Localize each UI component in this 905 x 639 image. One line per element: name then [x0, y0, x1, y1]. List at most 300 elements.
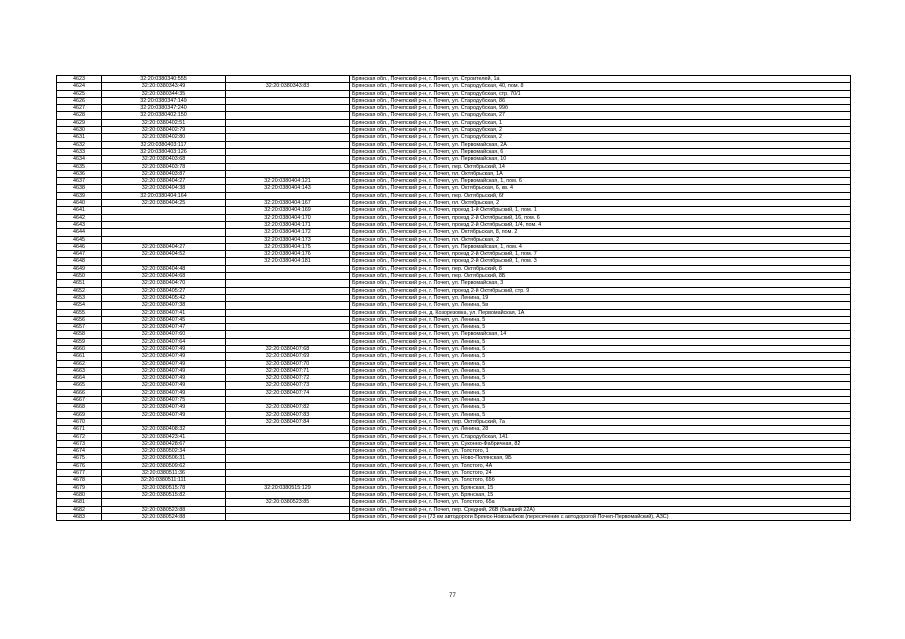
- land-cadastral-number-cell: 32:20:0380404:27: [102, 178, 226, 185]
- address-cell: Брянская обл., Почепский р-н, г. Почеп, ул. Октябрьская, 8, пом. 2: [350, 229, 851, 236]
- row-number-cell: 4635: [57, 163, 102, 170]
- address-cell: Брянская обл., Почепский р-н, г. Почеп, ул. Ленина, 5: [350, 353, 851, 360]
- row-number-cell: 4656: [57, 316, 102, 323]
- address-cell: Брянская обл., Почепский р-н, г. Почеп, ул. Ленина, 5: [350, 345, 851, 352]
- address-cell: Брянская обл., Почепский р-н, г. Почеп, ул. Первомайская, 1, пом. 4: [350, 243, 851, 250]
- land-cadastral-number-cell: [102, 214, 226, 221]
- building-cadastral-number-cell: 32:20:0380404:170: [226, 214, 350, 221]
- building-cadastral-number-cell: [226, 426, 350, 433]
- land-cadastral-number-cell: 32:20:0380407:49: [102, 353, 226, 360]
- row-number-cell: 4652: [57, 287, 102, 294]
- building-cadastral-number-cell: 32:20:0380407:72: [226, 375, 350, 382]
- land-cadastral-number-cell: 32:20:0380407:47: [102, 324, 226, 331]
- table-row: [57, 105, 851, 112]
- land-cadastral-number-cell: 32:20:0380506:31: [102, 455, 226, 462]
- row-number-cell: 4633: [57, 148, 102, 155]
- address-cell: Брянская обл., Почепский р-н, г. Почеп, ул. Ленина, 5: [350, 411, 851, 418]
- building-cadastral-number-cell: 32:20:0380404:121: [226, 178, 350, 185]
- table-row: [57, 76, 851, 83]
- building-cadastral-number-cell: [226, 462, 350, 469]
- land-cadastral-number-cell: 32:20:0380403:78: [102, 163, 226, 170]
- table-row: [57, 229, 851, 236]
- table-row: [57, 163, 851, 170]
- row-number-cell: 4649: [57, 265, 102, 272]
- table-row: [57, 185, 851, 192]
- table-row: [57, 448, 851, 455]
- building-cadastral-number-cell: [226, 141, 350, 148]
- address-cell: Брянская обл., Почепский р-н, г. Почеп, проезд 2-й Октябрьский, 1, пом. 3: [350, 258, 851, 265]
- table-row: [57, 178, 851, 185]
- table-row: [57, 477, 851, 484]
- building-cadastral-number-cell: [226, 287, 350, 294]
- land-cadastral-number-cell: 32:20:0380347:149: [102, 97, 226, 104]
- table-row: [57, 280, 851, 287]
- address-cell: Брянская обл., Почепский р-н, г. Почеп, ул. Стародубская, 1: [350, 119, 851, 126]
- address-cell: Брянская обл., Почепский р-н, г. Почеп, ул. Толстого, 4А: [350, 462, 851, 469]
- table-row: [57, 382, 851, 389]
- table-row: [57, 397, 851, 404]
- row-number-cell: 4632: [57, 141, 102, 148]
- address-cell: Брянская обл., Почепский р-н, г. Почеп, ул. Стародубская, 2: [350, 134, 851, 141]
- building-cadastral-number-cell: [226, 491, 350, 498]
- address-cell: Брянская обл., Почепский р-н, г. Почеп, ул. Ленина, 5: [350, 389, 851, 396]
- building-cadastral-number-cell: 32:20:0380404:173: [226, 236, 350, 243]
- building-cadastral-number-cell: 32:20:0380404:171: [226, 221, 350, 228]
- address-cell: Брянская обл., Почепский р-н, г. Почеп, ул. Ленина, 5: [350, 338, 851, 345]
- row-number-cell: 4657: [57, 324, 102, 331]
- building-cadastral-number-cell: [226, 455, 350, 462]
- row-number-cell: 4662: [57, 360, 102, 367]
- row-number-cell: 4677: [57, 470, 102, 477]
- row-number-cell: 4667: [57, 397, 102, 404]
- land-cadastral-number-cell: 32:20:0380408:32: [102, 426, 226, 433]
- building-cadastral-number-cell: [226, 397, 350, 404]
- registry-table: [56, 75, 851, 521]
- row-number-cell: 4645: [57, 236, 102, 243]
- table-row: [57, 506, 851, 513]
- row-number-cell: 4639: [57, 192, 102, 199]
- table-row: [57, 119, 851, 126]
- table-row: [57, 338, 851, 345]
- land-cadastral-number-cell: 32:20:0380502:34: [102, 448, 226, 455]
- row-number-cell: 4673: [57, 440, 102, 447]
- table-row: [57, 294, 851, 301]
- building-cadastral-number-cell: 32:20:0380404:143: [226, 185, 350, 192]
- address-cell: Брянская обл., Почепский р-н, г. Почеп, ул. Ленина, 5: [350, 382, 851, 389]
- building-cadastral-number-cell: [226, 76, 350, 83]
- land-cadastral-number-cell: 32:20:0380407:60: [102, 331, 226, 338]
- address-cell: Брянская обл., Почепский р-н, г. Почеп, ул. Первомайская, 6: [350, 148, 851, 155]
- table-row: [57, 462, 851, 469]
- building-cadastral-number-cell: [226, 280, 350, 287]
- building-cadastral-number-cell: [226, 448, 350, 455]
- address-cell: Брянская обл., Почепский р-н, г. Почеп, ул. Ленина, 5: [350, 404, 851, 411]
- building-cadastral-number-cell: [226, 105, 350, 112]
- table-row: [57, 316, 851, 323]
- row-number-cell: 4682: [57, 506, 102, 513]
- building-cadastral-number-cell: [226, 97, 350, 104]
- row-number-cell: 4634: [57, 156, 102, 163]
- building-cadastral-number-cell: [226, 148, 350, 155]
- building-cadastral-number-cell: 32:20:0380407:82: [226, 404, 350, 411]
- row-number-cell: 4631: [57, 134, 102, 141]
- table-row: [57, 484, 851, 491]
- table-row: [57, 418, 851, 425]
- row-number-cell: 4659: [57, 338, 102, 345]
- building-cadastral-number-cell: [226, 513, 350, 520]
- row-number-cell: 4661: [57, 353, 102, 360]
- row-number-cell: 4627: [57, 105, 102, 112]
- address-cell: Брянская обл., Почепский р-н, г. Почеп, ул. Ленина, 5: [350, 375, 851, 382]
- address-cell: Брянская обл., Почепский р-н, г. Почеп, ул. Толстого, 24: [350, 470, 851, 477]
- address-cell: Брянская обл., Почепский р-н, г. Почеп, ул. Ленина, 3: [350, 397, 851, 404]
- address-cell: Брянская обл., Почепский р-н, г. Почеп, ул. Строителей, 1а: [350, 76, 851, 83]
- building-cadastral-number-cell: [226, 90, 350, 97]
- building-cadastral-number-cell: 32:20:0380407:74: [226, 389, 350, 396]
- address-cell: Брянская обл., Почепский р-н, г. Почеп, ул. Толстого, 65а: [350, 499, 851, 506]
- row-number-cell: 4636: [57, 170, 102, 177]
- table-row: [57, 134, 851, 141]
- table-row: [57, 127, 851, 134]
- building-cadastral-number-cell: 32:20:0380407:73: [226, 382, 350, 389]
- row-number-cell: 4666: [57, 389, 102, 396]
- row-number-cell: 4628: [57, 112, 102, 119]
- address-cell: Брянская обл., Почепский р-н, д. Козорезовка, ул. Первомайская, 1А: [350, 309, 851, 316]
- row-number-cell: 4640: [57, 200, 102, 207]
- address-cell: Брянская обл., Почепский р-н, г. Почеп, ул. Брянская, 15: [350, 491, 851, 498]
- land-cadastral-number-cell: 32:20:0380509:62: [102, 462, 226, 469]
- building-cadastral-number-cell: 32:20:0380404:175: [226, 243, 350, 250]
- address-cell: Брянская обл., Почепский р-н, г. Почеп, ул. Ленина, 5: [350, 367, 851, 374]
- address-cell: Брянская обл., Почепский р-н, г. Почеп, проезд 2-й Октябрьский, стр. 9: [350, 287, 851, 294]
- land-cadastral-number-cell: 32:20:0380404:70: [102, 280, 226, 287]
- row-number-cell: 4629: [57, 119, 102, 126]
- land-cadastral-number-cell: 32:20:0380407:49: [102, 411, 226, 418]
- land-cadastral-number-cell: 32:20:0380404:164: [102, 192, 226, 199]
- building-cadastral-number-cell: 32:20:0380407:68: [226, 345, 350, 352]
- building-cadastral-number-cell: 32:20:0380404:167: [226, 200, 350, 207]
- table-row: [57, 156, 851, 163]
- land-cadastral-number-cell: 32:20:0380405:27: [102, 287, 226, 294]
- row-number-cell: 4638: [57, 185, 102, 192]
- land-cadastral-number-cell: 32:20:0380403:117: [102, 141, 226, 148]
- building-cadastral-number-cell: 32:20:0380404:176: [226, 251, 350, 258]
- row-number-cell: 4623: [57, 76, 102, 83]
- address-cell: Брянская обл., Почепский р-н, г. Почеп, ул. Толстого, 1: [350, 448, 851, 455]
- land-cadastral-number-cell: 32:20:0380515:82: [102, 491, 226, 498]
- land-cadastral-number-cell: 32:20:0380511:111: [102, 477, 226, 484]
- row-number-cell: 4650: [57, 273, 102, 280]
- address-cell: Брянская обл., Почепский р-н, г. Почеп, ул. Брянская, 15: [350, 484, 851, 491]
- land-cadastral-number-cell: 32:20:0380407:49: [102, 382, 226, 389]
- table-row: [57, 83, 851, 90]
- land-cadastral-number-cell: 32:20:0380404:52: [102, 251, 226, 258]
- land-cadastral-number-cell: [102, 221, 226, 228]
- table-row: [57, 207, 851, 214]
- building-cadastral-number-cell: [226, 192, 350, 199]
- address-cell: Брянская обл., Почепский р-н, г. Почеп, пл. Октябрьская, 1А: [350, 170, 851, 177]
- row-number-cell: 4679: [57, 484, 102, 491]
- building-cadastral-number-cell: [226, 331, 350, 338]
- row-number-cell: 4664: [57, 375, 102, 382]
- building-cadastral-number-cell: 32:20:0380407:70: [226, 360, 350, 367]
- table-row: [57, 331, 851, 338]
- address-cell: Брянская обл., Почепский р-н, г. Почеп, ул. Ленина, 19: [350, 294, 851, 301]
- land-cadastral-number-cell: 32:20:0380407:38: [102, 302, 226, 309]
- building-cadastral-number-cell: [226, 477, 350, 484]
- row-number-cell: 4671: [57, 426, 102, 433]
- address-cell: Брянская обл., Почепский р-н, г. Почеп, ул. Толстого, 65б: [350, 477, 851, 484]
- address-cell: Брянская обл., Почепский р-н, г. Почеп, проезд 1-й Октябрьский, 1, пом. 1: [350, 207, 851, 214]
- table-row: [57, 221, 851, 228]
- building-cadastral-number-cell: [226, 112, 350, 119]
- address-cell: Брянская обл., Почепский р-н, г. Почеп, ул. Стародубская, стр. 70/1: [350, 90, 851, 97]
- address-cell: Брянская обл., Почепский р-н, г. Почеп, ул. Ленина, 5: [350, 324, 851, 331]
- building-cadastral-number-cell: 32:20:0380407:71: [226, 367, 350, 374]
- land-cadastral-number-cell: 32:20:0380405:42: [102, 294, 226, 301]
- address-cell: Брянская обл., Почепский р-н, г. Почеп, пер. Октябрьский, 6f: [350, 192, 851, 199]
- land-cadastral-number-cell: 32:20:0380524:88: [102, 513, 226, 520]
- land-cadastral-number-cell: 32:20:0380423:41: [102, 433, 226, 440]
- address-cell: Брянская обл., Почепский р-н, г. Почеп, ул. Первомайская, 3: [350, 280, 851, 287]
- table-row: [57, 273, 851, 280]
- row-number-cell: 4626: [57, 97, 102, 104]
- address-cell: Брянская обл., Почепский р-н, г. Почеп, ул. Ленина, 28: [350, 426, 851, 433]
- building-cadastral-number-cell: [226, 470, 350, 477]
- address-cell: Брянская обл., Почепский р-н, г. Почеп, ул. Ленина, 5в: [350, 302, 851, 309]
- table-row: [57, 214, 851, 221]
- row-number-cell: 4647: [57, 251, 102, 258]
- table-row: [57, 200, 851, 207]
- registry-table-body: [57, 76, 851, 521]
- land-cadastral-number-cell: 32:20:0380428:67: [102, 440, 226, 447]
- land-cadastral-number-cell: 32:20:0380407:49: [102, 360, 226, 367]
- table-row: [57, 251, 851, 258]
- land-cadastral-number-cell: [102, 258, 226, 265]
- land-cadastral-number-cell: 32:20:0380340:555: [102, 76, 226, 83]
- table-row: [57, 367, 851, 374]
- row-number-cell: 4642: [57, 214, 102, 221]
- row-number-cell: 4675: [57, 455, 102, 462]
- building-cadastral-number-cell: 32:20:0380404:169: [226, 207, 350, 214]
- table-row: [57, 360, 851, 367]
- land-cadastral-number-cell: 32:20:0380407:45: [102, 316, 226, 323]
- table-row: [57, 499, 851, 506]
- address-cell: Брянская обл., Почепский р-н, г. Почеп, ул. Стародубская, 99б: [350, 105, 851, 112]
- address-cell: Брянская обл., Почепский р-н, г. Почеп, ул. Первомайская, 2А: [350, 141, 851, 148]
- table-row: [57, 258, 851, 265]
- building-cadastral-number-cell: [226, 338, 350, 345]
- address-cell: Брянская обл., Почепский р-н, г. Почеп, ул. Ново-Полянская, 9Б: [350, 455, 851, 462]
- building-cadastral-number-cell: [226, 163, 350, 170]
- row-number-cell: 4625: [57, 90, 102, 97]
- table-row: [57, 389, 851, 396]
- building-cadastral-number-cell: [226, 170, 350, 177]
- address-cell: Брянская обл., Почепский р-н, г. Почеп, ул. Стародубская, 27: [350, 112, 851, 119]
- building-cadastral-number-cell: 32:20:0380407:69: [226, 353, 350, 360]
- building-cadastral-number-cell: 32:20:0380407:84: [226, 418, 350, 425]
- address-cell: Брянская обл., Почепский р-н, г. Почеп, проезд 2-й Октябрьский, 1, пом. 7: [350, 251, 851, 258]
- table-row: [57, 353, 851, 360]
- row-number-cell: 4660: [57, 345, 102, 352]
- building-cadastral-number-cell: 32:20:0380515:129: [226, 484, 350, 491]
- building-cadastral-number-cell: [226, 316, 350, 323]
- row-number-cell: 4669: [57, 411, 102, 418]
- land-cadastral-number-cell: 32:20:0380402:51: [102, 119, 226, 126]
- building-cadastral-number-cell: [226, 265, 350, 272]
- row-number-cell: 4674: [57, 448, 102, 455]
- address-cell: Брянская обл., Почепский р-н, г. Почеп, ул. Ленина, 5: [350, 316, 851, 323]
- row-number-cell: 4644: [57, 229, 102, 236]
- building-cadastral-number-cell: [226, 302, 350, 309]
- land-cadastral-number-cell: 32:20:0380523:88: [102, 506, 226, 513]
- land-cadastral-number-cell: 32:20:0380404:25: [102, 200, 226, 207]
- row-number-cell: 4654: [57, 302, 102, 309]
- address-cell: Брянская обл., Почепский р-н, г. Почеп, ул. Стародубская, 141: [350, 433, 851, 440]
- building-cadastral-number-cell: [226, 324, 350, 331]
- land-cadastral-number-cell: [102, 229, 226, 236]
- land-cadastral-number-cell: 32:20:0380402:80: [102, 134, 226, 141]
- building-cadastral-number-cell: [226, 156, 350, 163]
- building-cadastral-number-cell: 32:20:0380343:83: [226, 83, 350, 90]
- row-number-cell: 4658: [57, 331, 102, 338]
- address-cell: Брянская обл., Почепский р-н, г. Почеп, пер. Октябрьский, 7а: [350, 418, 851, 425]
- row-number-cell: 4653: [57, 294, 102, 301]
- building-cadastral-number-cell: [226, 309, 350, 316]
- building-cadastral-number-cell: 32:20:0380404:181: [226, 258, 350, 265]
- table-row: [57, 192, 851, 199]
- row-number-cell: 4637: [57, 178, 102, 185]
- address-cell: Брянская обл., Почепский р-н, г. Почеп, ул. Первомайская, 10: [350, 156, 851, 163]
- row-number-cell: 4646: [57, 243, 102, 250]
- land-cadastral-number-cell: 32:20:0380344:35: [102, 90, 226, 97]
- row-number-cell: 4655: [57, 309, 102, 316]
- land-cadastral-number-cell: 32:20:0380407:49: [102, 404, 226, 411]
- building-cadastral-number-cell: [226, 119, 350, 126]
- table-row: [57, 470, 851, 477]
- table-row: [57, 90, 851, 97]
- building-cadastral-number-cell: [226, 433, 350, 440]
- land-cadastral-number-cell: 32:20:0380343:49: [102, 83, 226, 90]
- row-number-cell: 4670: [57, 418, 102, 425]
- land-cadastral-number-cell: 32:20:0380511:36: [102, 470, 226, 477]
- land-cadastral-number-cell: 32:20:0380403:68: [102, 156, 226, 163]
- land-cadastral-number-cell: 32:20:0380407:49: [102, 375, 226, 382]
- address-cell: Брянская обл., Почепский р-н, г. Почеп, ул. Первомайская, 1, пом. 6: [350, 178, 851, 185]
- page-number: 77: [449, 593, 456, 599]
- table-row: [57, 170, 851, 177]
- table-row: [57, 265, 851, 272]
- table-row: [57, 433, 851, 440]
- row-number-cell: 4681: [57, 499, 102, 506]
- building-cadastral-number-cell: [226, 273, 350, 280]
- row-number-cell: 4624: [57, 83, 102, 90]
- land-cadastral-number-cell: 32:20:0380407:49: [102, 345, 226, 352]
- address-cell: Брянская обл., Почепский р-н, г. Почеп, пер. Средний, 26В (бывший 22А): [350, 506, 851, 513]
- land-cadastral-number-cell: 32:20:0380404:27: [102, 243, 226, 250]
- land-cadastral-number-cell: 32:20:0380407:49: [102, 389, 226, 396]
- address-cell: Брянская обл., Почепский р-н, г. Почеп, ул. Стародубская, 2: [350, 127, 851, 134]
- row-number-cell: 4663: [57, 367, 102, 374]
- table-row: [57, 112, 851, 119]
- row-number-cell: 4643: [57, 221, 102, 228]
- row-number-cell: 4676: [57, 462, 102, 469]
- table-row: [57, 411, 851, 418]
- table-row: [57, 375, 851, 382]
- building-cadastral-number-cell: [226, 506, 350, 513]
- land-cadastral-number-cell: 32:20:0380404:38: [102, 185, 226, 192]
- address-cell: Брянская обл., Почепский р-н, г. Почеп, ул. Суконно-Фабричная, 82: [350, 440, 851, 447]
- row-number-cell: 4680: [57, 491, 102, 498]
- address-cell: Брянская обл., Почепский р-н, г. Почеп, ул. Стародубская, 86: [350, 97, 851, 104]
- address-cell: Брянская обл., Почепский р-н, г. Почеп, проезд 2-й Октябрьский, 1/4, пом. 4: [350, 221, 851, 228]
- table-row: [57, 491, 851, 498]
- table-row: [57, 455, 851, 462]
- row-number-cell: 4672: [57, 433, 102, 440]
- row-number-cell: 4665: [57, 382, 102, 389]
- land-cadastral-number-cell: 32:20:0380402:79: [102, 127, 226, 134]
- land-cadastral-number-cell: 32:20:0380404:48: [102, 265, 226, 272]
- land-cadastral-number-cell: 32:20:0380407:64: [102, 338, 226, 345]
- address-cell: Брянская обл., Почепский р-н, г. Почеп, ул. Октябрьская, 6, кв. 4: [350, 185, 851, 192]
- address-cell: Брянская обл., Почепский р-н, г. Почеп, пер. Октябрьский, 8: [350, 265, 851, 272]
- row-number-cell: 4641: [57, 207, 102, 214]
- address-cell: Брянская обл., Почепский р-н (73 км автодороги Брянск-Новозыбков (пересечение с автодорогой Почеп-Первомайский), АЗС): [350, 513, 851, 520]
- table-row: [57, 148, 851, 155]
- address-cell: Брянская обл., Почепский р-н, г. Почеп, пл. Октябрьская, 2: [350, 236, 851, 243]
- table-row: [57, 404, 851, 411]
- building-cadastral-number-cell: 32:20:0380404:172: [226, 229, 350, 236]
- building-cadastral-number-cell: [226, 440, 350, 447]
- table-row: [57, 287, 851, 294]
- land-cadastral-number-cell: 32:20:0380407:41: [102, 309, 226, 316]
- address-cell: Брянская обл., Почепский р-н, г. Почеп, ул. Стародубская, 40, пом. 8: [350, 83, 851, 90]
- land-cadastral-number-cell: 32:20:0380347:240: [102, 105, 226, 112]
- land-cadastral-number-cell: [102, 418, 226, 425]
- building-cadastral-number-cell: [226, 294, 350, 301]
- row-number-cell: 4630: [57, 127, 102, 134]
- address-cell: Брянская обл., Почепский р-н, г. Почеп, пл. Октябрьская, 2: [350, 200, 851, 207]
- land-cadastral-number-cell: 32:20:0380404:68: [102, 273, 226, 280]
- land-cadastral-number-cell: 32:20:0380407:49: [102, 367, 226, 374]
- land-cadastral-number-cell: [102, 499, 226, 506]
- building-cadastral-number-cell: 32:20:0380407:83: [226, 411, 350, 418]
- row-number-cell: 4678: [57, 477, 102, 484]
- land-cadastral-number-cell: [102, 207, 226, 214]
- table-row: [57, 440, 851, 447]
- address-cell: Брянская обл., Почепский р-н, г. Почеп, проезд 2-й Октябрьский, 16, пом. 6: [350, 214, 851, 221]
- land-cadastral-number-cell: 32:20:0380403:87: [102, 170, 226, 177]
- land-cadastral-number-cell: 32:20:0380515:78: [102, 484, 226, 491]
- land-cadastral-number-cell: 32:20:0380407:75: [102, 397, 226, 404]
- address-cell: Брянская обл., Почепский р-н, г. Почеп, пер. Октябрьский, 14: [350, 163, 851, 170]
- row-number-cell: 4648: [57, 258, 102, 265]
- table-row: [57, 141, 851, 148]
- table-row: [57, 513, 851, 520]
- table-row: [57, 302, 851, 309]
- address-cell: Брянская обл., Почепский р-н, г. Почеп, ул. Первомайская, 14: [350, 331, 851, 338]
- building-cadastral-number-cell: 32:20:0380523:85: [226, 499, 350, 506]
- table-row: [57, 345, 851, 352]
- table-row: [57, 236, 851, 243]
- building-cadastral-number-cell: [226, 134, 350, 141]
- row-number-cell: 4651: [57, 280, 102, 287]
- land-cadastral-number-cell: [102, 236, 226, 243]
- address-cell: Брянская обл., Почепский р-н, г. Почеп, пер. Октябрьский, 8Б: [350, 273, 851, 280]
- land-cadastral-number-cell: 32:20:0380402:150: [102, 112, 226, 119]
- table-row: [57, 309, 851, 316]
- land-cadastral-number-cell: 32:20:0380403:126: [102, 148, 226, 155]
